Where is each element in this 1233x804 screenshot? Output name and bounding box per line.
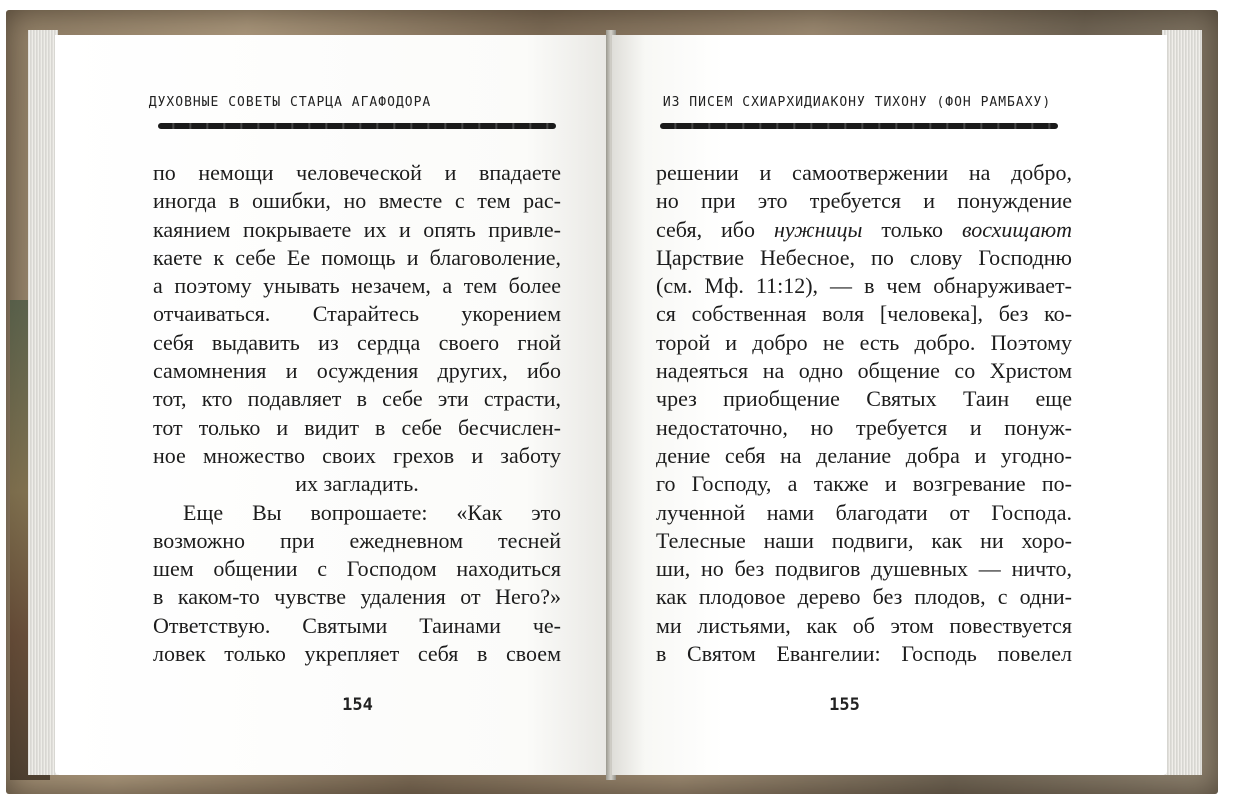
text-line: себя выдавить из сердца своего гной (153, 329, 561, 355)
text-line-with-italics (656, 216, 1072, 244)
right-body-text (656, 159, 1072, 668)
text-run: себя, ибо (656, 216, 774, 242)
text-line: тот, кто подавляет в себе эти страсти, (153, 386, 561, 412)
text-line: ми листьями, как об этом повествуется (656, 612, 1072, 638)
left-page (55, 35, 610, 775)
text-line: го Господу, а также и возгревание по- (656, 471, 1072, 497)
text-line: ши, но без подвигов душевных — ничто, (656, 556, 1072, 582)
text-line: иногда в ошибки, но вместе с тем рас- (153, 188, 561, 214)
text-line: как плодовое дерево без плодов, с одни- (656, 584, 1072, 610)
right-header-rule (660, 123, 1058, 129)
text-run: только (862, 216, 962, 242)
text-line: решении и самоотвержении на добро, (656, 160, 1072, 185)
text-line: дение себя на делание добра и угодно- (656, 442, 1072, 468)
left-body-text (153, 159, 561, 668)
text-line: надеяться на одно общение со Христом (656, 358, 1072, 384)
left-running-head: ДУХОВНЫЕ СОВЕТЫ СТАРЦА АГАФОДОРА (148, 95, 432, 110)
left-page-edges (28, 30, 58, 775)
left-header-rule (158, 123, 556, 129)
right-running-head: ИЗ ПИСЕМ СХИАРХИДИАКОНУ ТИХОНУ (ФОН РАМБАХУ) (662, 95, 1052, 110)
text-line: лученной нами благодати от Господа. (656, 499, 1072, 525)
italic-word: нужницы (773, 216, 863, 242)
text-line: ловек только укрепляет себя в своем (153, 641, 561, 667)
text-line: а поэтому унывать незачем, а тем более (153, 273, 561, 299)
text-line: Еще Вы вопрошаете: «Как это (183, 499, 561, 525)
text-line: по немощи человеческой и впадаете (153, 160, 561, 185)
text-line: ное множество своих грехов и заботу (153, 442, 561, 468)
text-line: Телесные наши подвиги, как ни хоро- (656, 527, 1072, 553)
text-line: отчаиваться. Старайтесь укорением (153, 301, 561, 327)
text-line: каянием покрываете их и опять привле- (153, 216, 561, 242)
text-line: Ответствую. Святыми Таинами че- (153, 612, 561, 638)
text-line: их загладить. (295, 471, 419, 497)
text-line: Царствие Небесное, по слову Господню (656, 244, 1072, 270)
text-line: тот только и видит в себе бесчислен- (153, 414, 561, 440)
text-line: ся собственная воля [человека], без ко- (656, 301, 1072, 327)
text-line: но при это требуется и понуждение (656, 188, 1072, 214)
italic-word: восхищают (961, 216, 1072, 242)
text-line: чрез приобщение Святых Таин еще (656, 386, 1072, 412)
text-line: в Святом Евангелии: Господь повелел (656, 641, 1072, 667)
text-line: каете к себе Ее помощь и благоволение, (153, 244, 561, 270)
text-line: в каком-то чувстве удаления от Него?» (153, 584, 561, 610)
right-page (612, 35, 1167, 775)
text-line: возможно при ежедневном тесней (153, 527, 561, 553)
text-line: (см. Мф. 11:12), — в чем обнаруживает- (656, 273, 1072, 299)
left-page-number: 154 (342, 695, 373, 715)
text-line: торой и добро не есть добро. Поэтому (656, 329, 1072, 355)
right-page-edges (1162, 30, 1202, 775)
text-line: самомнения и осуждения других, ибо (153, 358, 561, 384)
right-page-number: 155 (829, 695, 860, 715)
text-line: шем общении с Господом находиться (153, 556, 561, 582)
text-line: недостаточно, но требуется и понуж- (656, 414, 1072, 440)
